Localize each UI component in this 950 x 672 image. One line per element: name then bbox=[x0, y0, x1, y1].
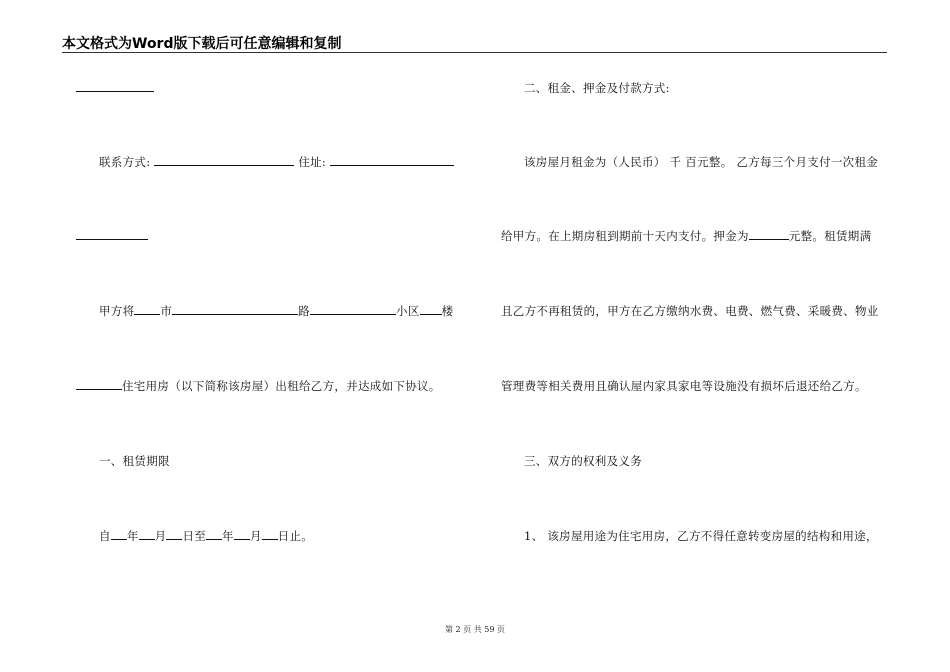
road-blank bbox=[172, 303, 298, 315]
header-divider bbox=[62, 52, 887, 53]
rent-text: 元整。租赁期满 bbox=[788, 229, 872, 243]
city-blank bbox=[134, 303, 160, 315]
community-blank bbox=[310, 303, 396, 315]
rent-text: 给甲方。在上期房租到期前十天内支付。押金为 bbox=[501, 229, 749, 243]
period-text: 月 bbox=[249, 529, 262, 543]
month-blank bbox=[139, 528, 155, 540]
item-1-text: 1、 该房屋用途为住宅用房，乙方不得任意转变房屋的结构和用途， bbox=[524, 529, 878, 543]
lease-text: 市 bbox=[160, 304, 173, 318]
period-text: 年 bbox=[222, 529, 234, 543]
year-blank bbox=[206, 528, 222, 540]
section-1-heading: 一、租赁期限 bbox=[99, 454, 170, 468]
contact-label: 联系方式: bbox=[99, 155, 151, 169]
lease-text: 路 bbox=[298, 304, 311, 318]
lease-text: 小区 bbox=[396, 304, 420, 318]
section-2-heading: 二、租金、押金及付款方式: bbox=[524, 81, 670, 95]
contact-line bbox=[99, 154, 454, 170]
blank-field bbox=[76, 378, 122, 390]
deposit-blank bbox=[749, 228, 789, 240]
period-text: 年 bbox=[126, 529, 139, 543]
page-number: 第 2 页 共 59 页 bbox=[445, 625, 505, 634]
day-blank bbox=[166, 528, 182, 540]
address-blank bbox=[330, 154, 454, 166]
rent-line-4: 管理费等相关费用且确认屋内家具家电等设施没有损坏后退还给乙方。 bbox=[501, 379, 867, 393]
lease-address-line bbox=[99, 303, 453, 319]
rent-line-3: 且乙方不再租赁的，甲方在乙方缴纳水费、电费、燃气费、采暖费、物业 bbox=[501, 304, 879, 318]
blank-field bbox=[76, 228, 148, 240]
day-blank bbox=[262, 528, 278, 540]
lease-cont-text: 住宅用房（以下简称该房屋）出租给乙方，并达成如下协议。 bbox=[122, 379, 441, 393]
rent-line-1: 该房屋月租金为（人民币） 千 百元整。 乙方每三个月支付一次租金 bbox=[524, 155, 879, 169]
blank-field bbox=[76, 80, 154, 92]
rent-line-2 bbox=[501, 228, 871, 244]
period-text: 日至 bbox=[182, 529, 207, 543]
document-header-title: 本文格式为Word版下载后可任意编辑和复制 bbox=[62, 36, 342, 52]
building-blank bbox=[420, 303, 442, 315]
lease-cont-line bbox=[76, 378, 441, 394]
year-blank bbox=[111, 528, 127, 540]
lease-text: 楼 bbox=[441, 304, 454, 318]
month-blank bbox=[234, 528, 250, 540]
section-3-heading: 三、双方的权利及义务 bbox=[524, 454, 642, 468]
period-text: 日止。 bbox=[277, 529, 314, 543]
period-text: 自 bbox=[99, 529, 111, 543]
address-label: 住址: bbox=[298, 155, 327, 169]
lease-text: 甲方将 bbox=[99, 304, 135, 318]
blank-line-top bbox=[76, 80, 154, 95]
lease-period-line bbox=[99, 528, 313, 544]
period-text: 月 bbox=[154, 529, 167, 543]
contact-blank bbox=[154, 154, 294, 166]
blank-line-mid bbox=[76, 228, 148, 243]
